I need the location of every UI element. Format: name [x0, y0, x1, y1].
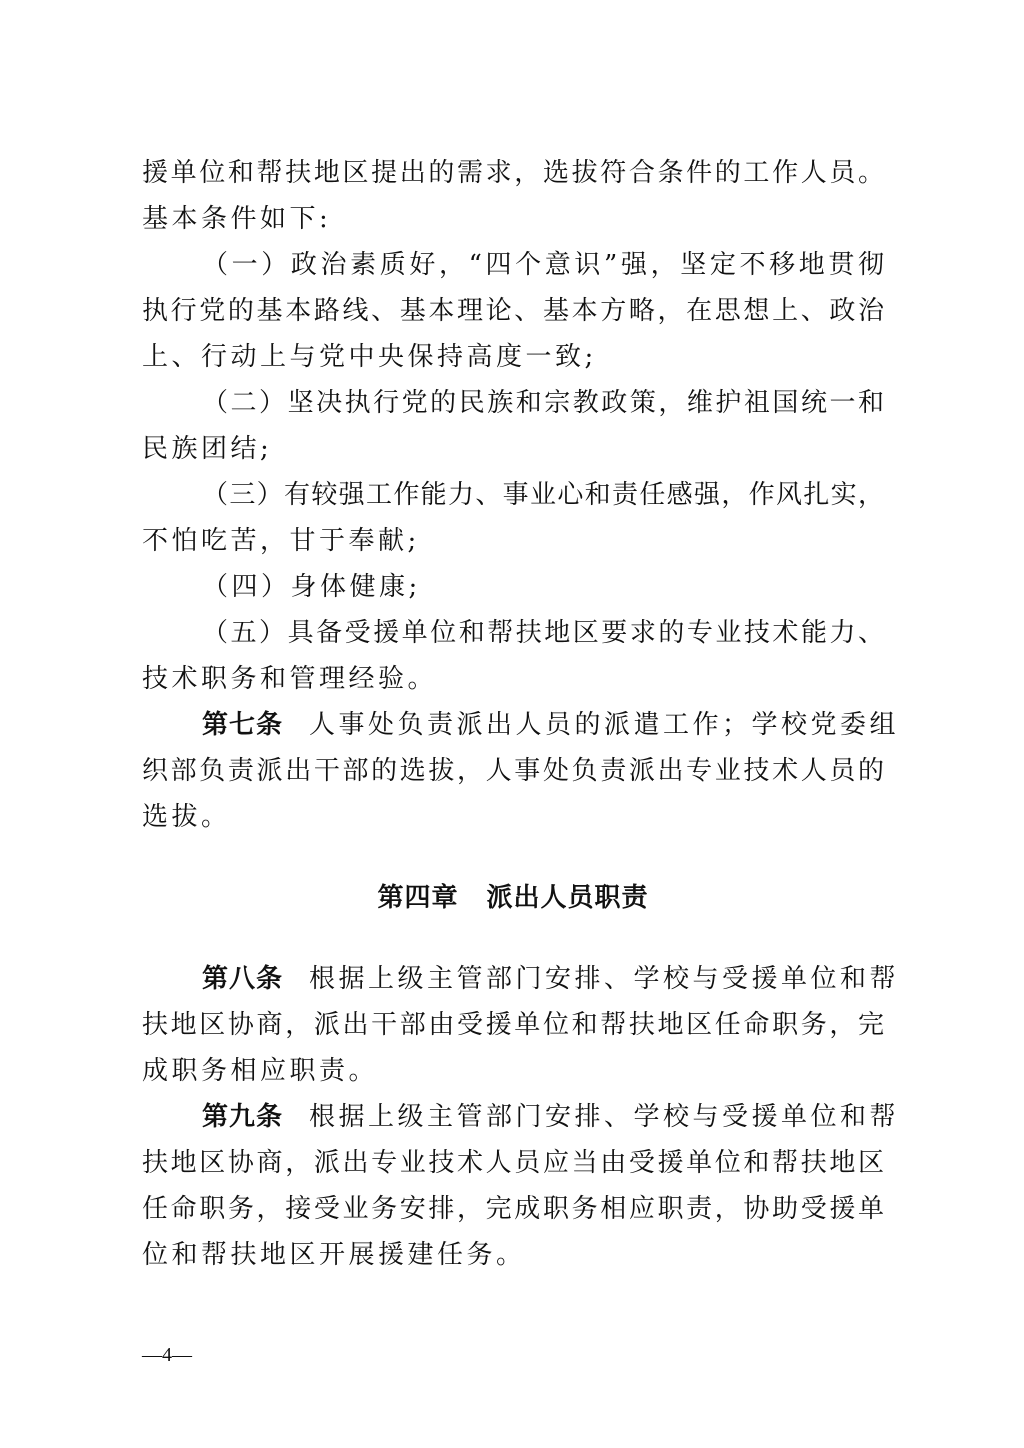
text-line: （三）有较强工作能力、事业心和责任感强，作风扎实， [202, 480, 884, 510]
article-8-first-line [142, 956, 900, 1002]
text-line: （四）身体健康; [202, 572, 421, 602]
text-line: 任命职务，接受业务安排，完成职务相应职责，协助受援单 [142, 1194, 884, 1224]
text-line: 织部负责派出干部的选拔，人事处负责派出专业技术人员的 [142, 756, 884, 786]
text-line: 技术职务和管理经验。 [142, 664, 438, 694]
text-line: 执行党的基本路线、基本理论、基本方略，在思想上、政治 [142, 296, 884, 326]
text-line: （一）政治素质好，“四个意识”强，坚定不移地贯彻 [202, 250, 884, 280]
chapter-title: 派出人员职责 [486, 883, 649, 913]
text-line: 选拔。 [142, 802, 231, 832]
article-9-label: 第九条 [202, 1102, 284, 1132]
article-9-first-line [142, 1094, 900, 1140]
chapter-heading [142, 868, 884, 928]
text-line: 位和帮扶地区开展援建任务。 [142, 1240, 526, 1270]
article-8-label: 第八条 [202, 964, 284, 994]
text-line: 基本条件如下: [142, 204, 332, 234]
text-line: 根据上级主管部门安排、学校与受援单位和帮 [309, 964, 900, 994]
article-7-label: 第七条 [202, 710, 284, 740]
article-7-first-line [142, 702, 900, 748]
text-line: 成职务相应职责。 [142, 1056, 379, 1086]
text-line: 扶地区协商，派出干部由受援单位和帮扶地区任命职务，完 [142, 1010, 884, 1040]
text-line: 人事处负责派出人员的派遣工作；学校党委组 [309, 710, 900, 740]
text-line: 上、行动上与党中央保持高度一致; [142, 342, 597, 372]
page-number: —4— [142, 1344, 192, 1366]
chapter-number: 第四章 [377, 883, 459, 913]
text-line: 根据上级主管部门安排、学校与受援单位和帮 [309, 1102, 900, 1132]
text-line: 扶地区协商，派出专业技术人员应当由受援单位和帮扶地区 [142, 1148, 884, 1178]
text-line: 民族团结; [142, 434, 273, 464]
document-page [142, 150, 900, 1278]
text-line: 援单位和帮扶地区提出的需求，选拔符合条件的工作人员。 [142, 158, 884, 188]
text-line: （五）具备受援单位和帮扶地区要求的专业技术能力、 [202, 618, 884, 648]
text-line: （二）坚决执行党的民族和宗教政策，维护祖国统一和 [202, 388, 884, 418]
text-line: 不怕吃苦，甘于奉献; [142, 526, 420, 556]
